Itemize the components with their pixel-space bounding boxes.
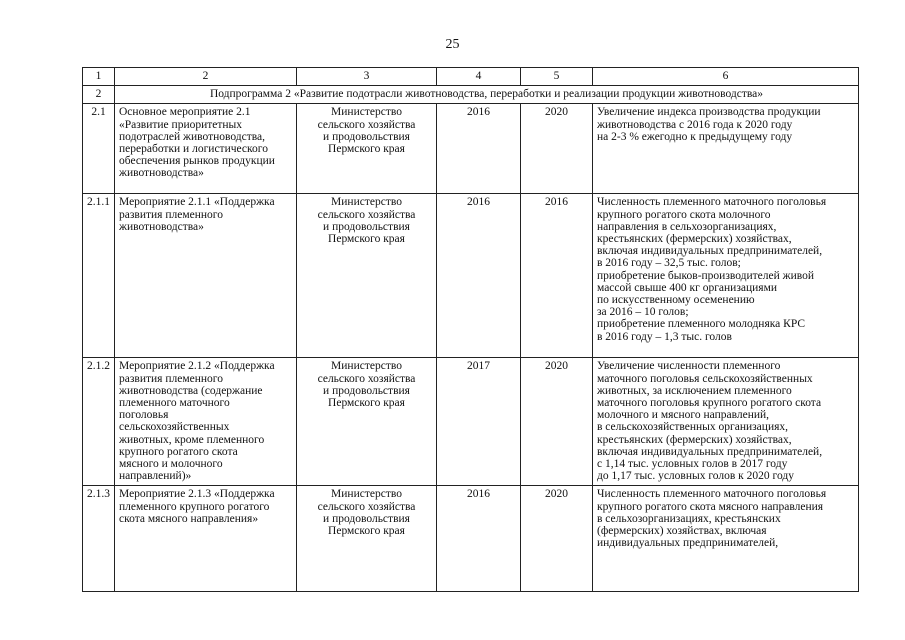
column-header: 3 [297, 68, 437, 86]
executor-line: и продовольствия [323, 130, 410, 143]
measure-name-line: Основное мероприятие 2.1 [119, 106, 251, 119]
measure-name-line: сельскохозяйственных [119, 421, 230, 434]
expected-result-line: в сельскохозяйственных организациях, [597, 421, 789, 434]
expected-result-line: молочного и мясного направлений, [597, 409, 770, 422]
row-number: 2.1.3 [83, 486, 115, 592]
measures-table [82, 67, 859, 592]
executor [297, 194, 437, 358]
expected-result-line: Увеличение индекса производства продукции [597, 106, 821, 119]
table-row [83, 486, 859, 592]
column-header: 5 [521, 68, 593, 86]
table-row [83, 104, 859, 194]
measure-name [115, 194, 297, 358]
start-year: 2016 [437, 194, 521, 358]
expected-result-line: направления в сельхозорганизациях, [597, 220, 777, 233]
measure-name [115, 104, 297, 194]
measure-name-line: скота мясного направления» [119, 512, 259, 525]
expected-result-line: крупного рогатого скота молочного [597, 208, 771, 221]
end-year: 2020 [521, 358, 593, 486]
subprogram-title: Подпрограмма 2 «Развитие подотрасли животноводства, переработки и реализации продукции животноводства» [115, 86, 859, 104]
expected-result-line: приобретение быков-производителей живой [597, 269, 815, 282]
table-row [83, 358, 859, 486]
measure-name-line: поголовья [119, 409, 169, 422]
measure-name-line: переработки и логистического [119, 143, 268, 156]
expected-result-line: в 2016 году – 1,3 тыс. голов [597, 330, 732, 343]
subprogram-row [83, 86, 859, 104]
executor-line: Министерство [331, 360, 402, 373]
expected-result [593, 194, 859, 358]
executor-line: сельского хозяйства [317, 500, 416, 513]
expected-result-line: маточного поголовья крупного рогатого скота [597, 397, 822, 410]
expected-result-line: Численность племенного маточного поголовья [597, 488, 827, 501]
measure-name-line: Мероприятие 2.1.2 «Поддержка [119, 360, 275, 373]
measure-name-line: Мероприятие 2.1.3 «Поддержка [119, 488, 275, 501]
row-number: 2.1.2 [83, 358, 115, 486]
expected-result-line: включая индивидуальных предпринимателей, [597, 245, 823, 258]
expected-result-line: крупного рогатого скота мясного направления [597, 500, 824, 513]
expected-result-line: животных, за исключением племенного [597, 384, 792, 397]
expected-result [593, 486, 859, 592]
executor-line: Министерство [331, 488, 402, 501]
expected-result-line: Численность племенного маточного поголовья [597, 196, 827, 209]
measure-name-line: развития племенного [119, 208, 223, 221]
measure-name-line: животноводства (содержание [119, 384, 263, 397]
expected-result [593, 358, 859, 486]
expected-result-line: крестьянских (фермерских) хозяйствах, [597, 233, 792, 246]
executor-line: и продовольствия [323, 512, 410, 525]
executor-line: сельского хозяйства [317, 208, 416, 221]
expected-result-line: крестьянских (фермерских) хозяйствах, [597, 433, 792, 446]
expected-result-line: животноводства с 2016 года к 2020 году [597, 118, 793, 131]
measure-name-line: подотраслей животноводства, [119, 130, 266, 143]
expected-result-line: до 1,17 тыс. условных голов к 2020 году [597, 470, 794, 483]
expected-result-line: маточного поголовья сельскохозяйственных [597, 372, 813, 385]
end-year: 2016 [521, 194, 593, 358]
column-header: 6 [593, 68, 859, 86]
start-year: 2016 [437, 104, 521, 194]
measure-name-line: направлений)» [119, 470, 192, 483]
measure-name-line: животноводства» [119, 220, 204, 233]
executor [297, 104, 437, 194]
row-number: 2.1.1 [83, 194, 115, 358]
header-row [83, 68, 859, 86]
measure-name-line: мясного и молочного [119, 458, 223, 471]
measure-name-line: животноводства» [119, 167, 204, 180]
measure-name-line: племенного маточного [119, 397, 230, 410]
end-year: 2020 [521, 104, 593, 194]
column-header: 4 [437, 68, 521, 86]
expected-result-line: с 1,14 тыс. условных голов в 2017 году [597, 458, 788, 471]
expected-result-line: за 2016 – 10 голов; [597, 306, 689, 319]
expected-result [593, 104, 859, 194]
executor [297, 358, 437, 486]
measure-name-line: племенного крупного рогатого [119, 500, 270, 513]
expected-result-line: (фермерских) хозяйствах, включая [597, 525, 767, 538]
measure-name-line: развития племенного [119, 372, 223, 385]
end-year: 2020 [521, 486, 593, 592]
executor-line: сельского хозяйства [317, 118, 416, 131]
expected-result-line: массой свыше 400 кг организациями [597, 281, 777, 294]
measure-name-line: обеспечения рынков продукции [119, 155, 275, 168]
executor-line: Пермского края [328, 525, 405, 538]
executor-line: Министерство [331, 196, 402, 209]
measure-name-line: крупного рогатого скота [119, 445, 238, 458]
measure-name [115, 486, 297, 592]
measure-name-line: животных, кроме племенного [119, 433, 265, 446]
expected-result-line: по искусственному осеменению [597, 294, 755, 307]
column-header: 1 [83, 68, 115, 86]
expected-result-line: в 2016 году – 32,5 тыс. голов; [597, 257, 741, 270]
subprogram-number: 2 [83, 86, 115, 104]
executor-line: и продовольствия [323, 220, 410, 233]
measure-name-line: «Развитие приоритетных [119, 118, 243, 131]
expected-result-line: приобретение племенного молодняка КРС [597, 318, 806, 331]
column-header: 2 [115, 68, 297, 86]
expected-result-line: индивидуальных предпринимателей, [597, 537, 779, 550]
expected-result-line: на 2-3 % ежегодно к предыдущему году [597, 130, 793, 143]
executor-line: Пермского края [328, 397, 405, 410]
executor-line: Пермского края [328, 143, 405, 156]
start-year: 2017 [437, 358, 521, 486]
executor-line: сельского хозяйства [317, 372, 416, 385]
start-year: 2016 [437, 486, 521, 592]
expected-result-line: в сельхозорганизациях, крестьянских [597, 512, 781, 525]
measure-name-line: Мероприятие 2.1.1 «Поддержка [119, 196, 275, 209]
page-number: 25 [445, 37, 460, 52]
table-row [83, 194, 859, 358]
expected-result-line: включая индивидуальных предпринимателей, [597, 445, 823, 458]
executor [297, 486, 437, 592]
measure-name [115, 358, 297, 486]
row-number: 2.1 [83, 104, 115, 194]
expected-result-line: Увеличение численности племенного [597, 360, 781, 373]
executor-line: Министерство [331, 106, 402, 119]
executor-line: и продовольствия [323, 384, 410, 397]
executor-line: Пермского края [328, 233, 405, 246]
